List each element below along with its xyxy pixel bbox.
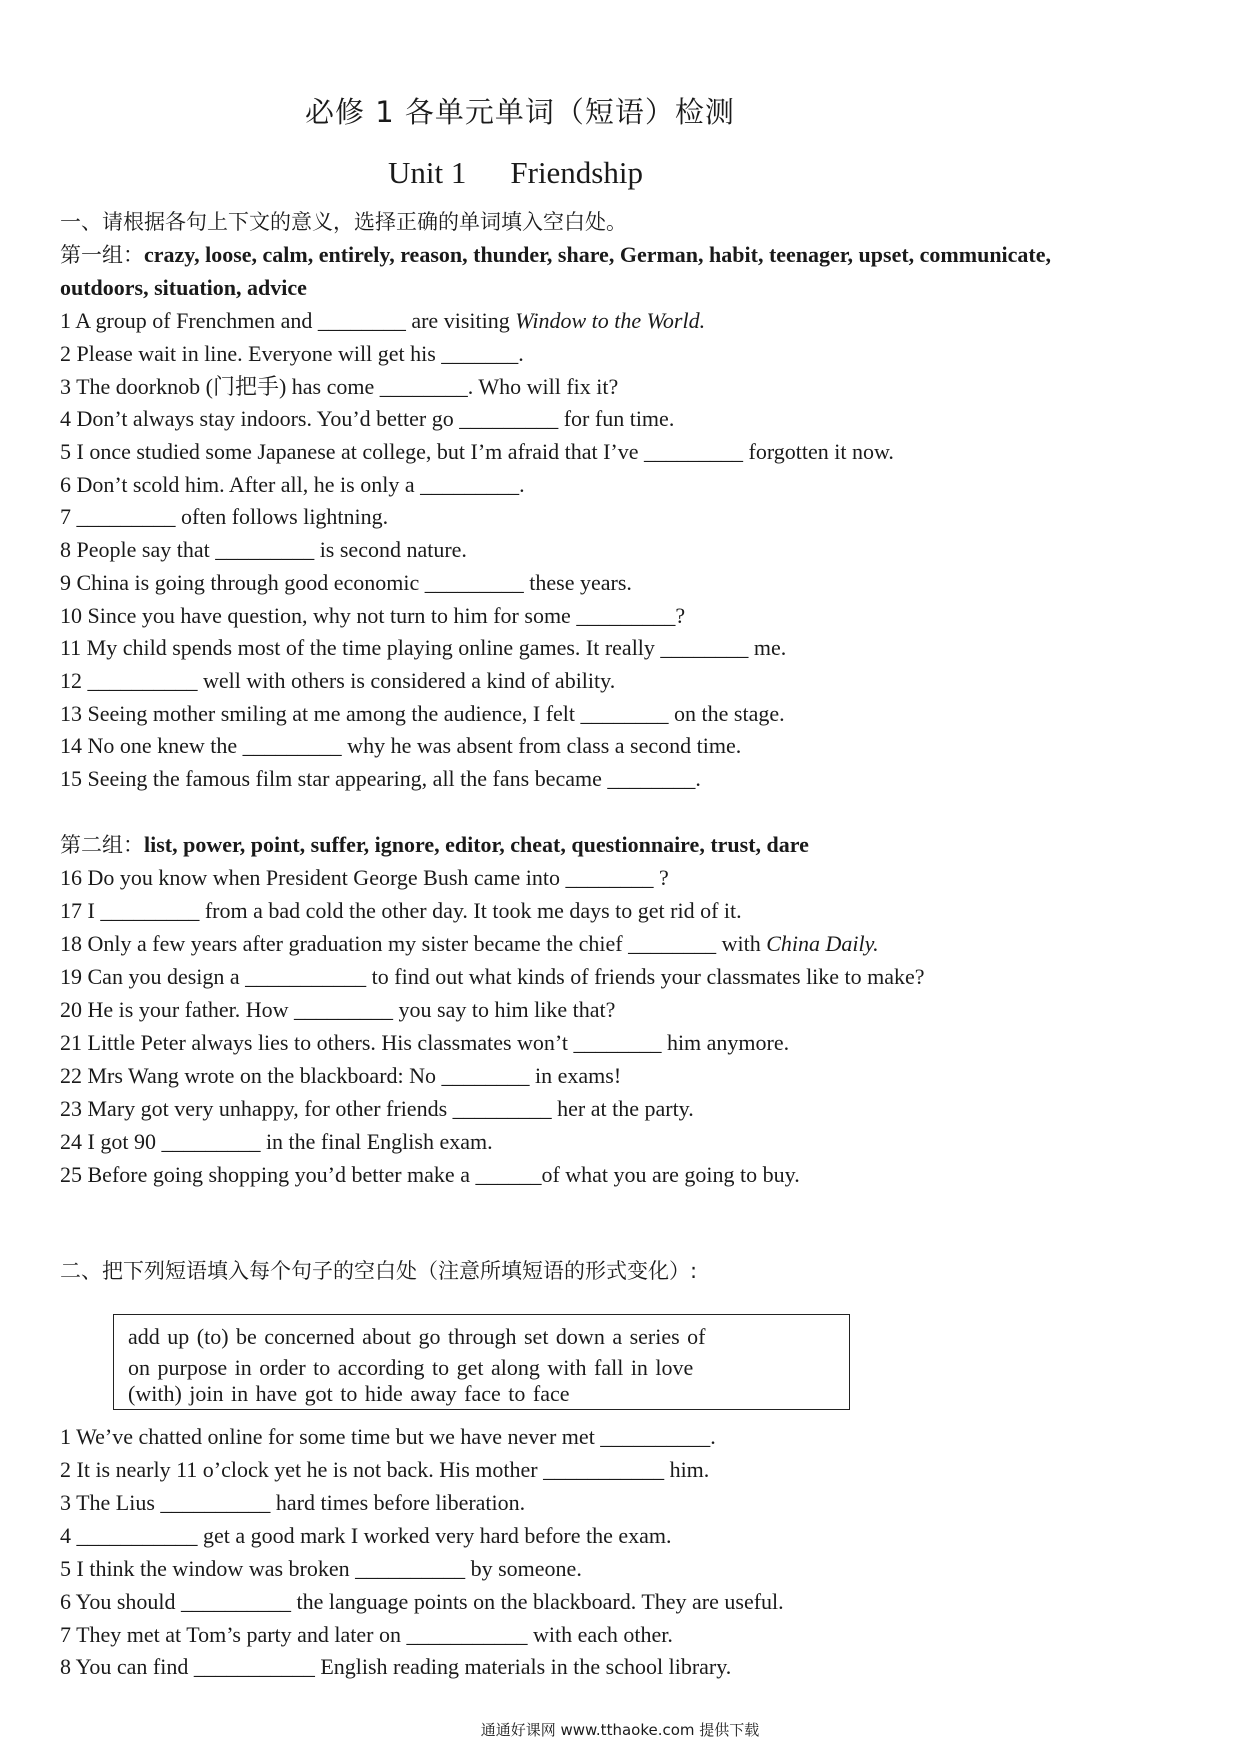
- part1-heading: 一、请根据各句上下文的意义，选择正确的单词填入空白处。: [60, 210, 627, 234]
- phrase-question-5: 5 I think the window was broken __________ by someone.: [60, 1556, 582, 1581]
- unit-name: Friendship: [510, 155, 643, 190]
- question-13: 13 Seeing mother smiling at me among the audience, I felt ________ on the stage.: [60, 701, 785, 726]
- question-8: 8 People say that _________ is second nature.: [60, 537, 467, 562]
- question-2: 2 Please wait in line. Everyone will get his _______.: [60, 341, 524, 366]
- question-17: 17 I _________ from a bad cold the other day. It took me days to get rid of it.: [60, 898, 742, 923]
- footer-source: 通通好课网 www.tthaoke.com 提供下载: [480, 1721, 760, 1739]
- question-25: 25 Before going shopping you’d better make a ______of what you are going to buy.: [60, 1162, 800, 1187]
- question-1-italic: Window to the World.: [515, 308, 706, 333]
- question-1: [60, 306, 705, 336]
- page-title: 必修 1 各单元单词（短语）检测: [305, 95, 735, 129]
- question-18-italic: China Daily.: [766, 931, 879, 956]
- phrase-question-2: 2 It is nearly 11 o’clock yet he is not back. His mother ___________ him.: [60, 1457, 710, 1482]
- question-6: 6 Don’t scold him. After all, he is only a _________.: [60, 472, 525, 497]
- question-18: [60, 929, 879, 959]
- phrase-question-3: 3 The Lius __________ hard times before liberation.: [60, 1490, 526, 1515]
- phrase-box-line-1: add up (to) be concerned about go through set down a series of: [128, 1324, 706, 1349]
- question-18-text: 18 Only a few years after graduation my sister became the chief ________ with: [60, 931, 767, 956]
- question-21: 21 Little Peter always lies to others. His classmates won’t ________ him anymore.: [60, 1030, 790, 1055]
- phrase-question-6: 6 You should __________ the language points on the blackboard. They are useful.: [60, 1589, 784, 1614]
- group1-words: [60, 240, 1051, 270]
- question-5: 5 I once studied some Japanese at college, but I’m afraid that I’ve _________ forgotten it now.: [60, 439, 894, 464]
- phrase-box: [113, 1314, 850, 1410]
- question-7: 7 _________ often follows lightning.: [60, 504, 389, 529]
- question-20: 20 He is your father. How _________ you say to him like that?: [60, 997, 616, 1022]
- question-15: 15 Seeing the famous film star appearing, all the fans became ________.: [60, 766, 701, 791]
- question-16: 16 Do you know when President George Bush came into ________ ?: [60, 865, 669, 890]
- group1-word-list-1: crazy, loose, calm, entirely, reason, thunder, share, German, habit, teenager, upset, communicate,: [144, 242, 1052, 267]
- group2-words: [60, 830, 809, 860]
- phrase-question-4: 4 ___________ get a good mark I worked very hard before the exam.: [60, 1523, 672, 1548]
- question-10: 10 Since you have question, why not turn to him for some _________?: [60, 603, 686, 628]
- question-3: 3 The doorknob (门把手) has come ________. Who will fix it?: [60, 374, 619, 399]
- phrase-question-8: 8 You can find ___________ English reading materials in the school library.: [60, 1654, 732, 1679]
- question-24: 24 I got 90 _________ in the final English exam.: [60, 1129, 493, 1154]
- question-4: 4 Don’t always stay indoors. You’d better go _________ for fun time.: [60, 406, 675, 431]
- group2-word-list: list, power, point, suffer, ignore, editor, cheat, questionnaire, trust, dare: [144, 832, 809, 857]
- question-11: 11 My child spends most of the time playing online games. It really ________ me.: [60, 635, 787, 660]
- question-23: 23 Mary got very unhappy, for other friends _________ her at the party.: [60, 1096, 694, 1121]
- question-1-text: 1 A group of Frenchmen and ________ are visiting: [60, 308, 516, 333]
- question-22: 22 Mrs Wang wrote on the blackboard: No ________ in exams!: [60, 1063, 622, 1088]
- phrase-box-line-3: (with) join in have got to hide away face to face: [128, 1381, 570, 1406]
- group2-label: 第二组：: [60, 833, 144, 857]
- group1-label: 第一组：: [60, 243, 144, 267]
- phrase-question-7: 7 They met at Tom’s party and later on ___________ with each other.: [60, 1622, 673, 1647]
- unit-number: Unit 1: [388, 155, 467, 190]
- phrase-box-line-2: on purpose in order to according to get along with fall in love: [128, 1355, 694, 1380]
- unit-heading: [388, 155, 643, 191]
- question-14: 14 No one knew the _________ why he was absent from class a second time.: [60, 733, 742, 758]
- phrase-question-1: 1 We’ve chatted online for some time but we have never met __________.: [60, 1424, 716, 1449]
- question-9: 9 China is going through good economic _________ these years.: [60, 570, 632, 595]
- question-12: 12 __________ well with others is considered a kind of ability.: [60, 668, 616, 693]
- question-19: 19 Can you design a ___________ to find out what kinds of friends your classmates like to make?: [60, 964, 925, 989]
- part2-heading: 二、把下列短语填入每个句子的空白处（注意所填短语的形式变化）:: [60, 1259, 698, 1283]
- group1-word-list-2: outdoors, situation, advice: [60, 275, 307, 300]
